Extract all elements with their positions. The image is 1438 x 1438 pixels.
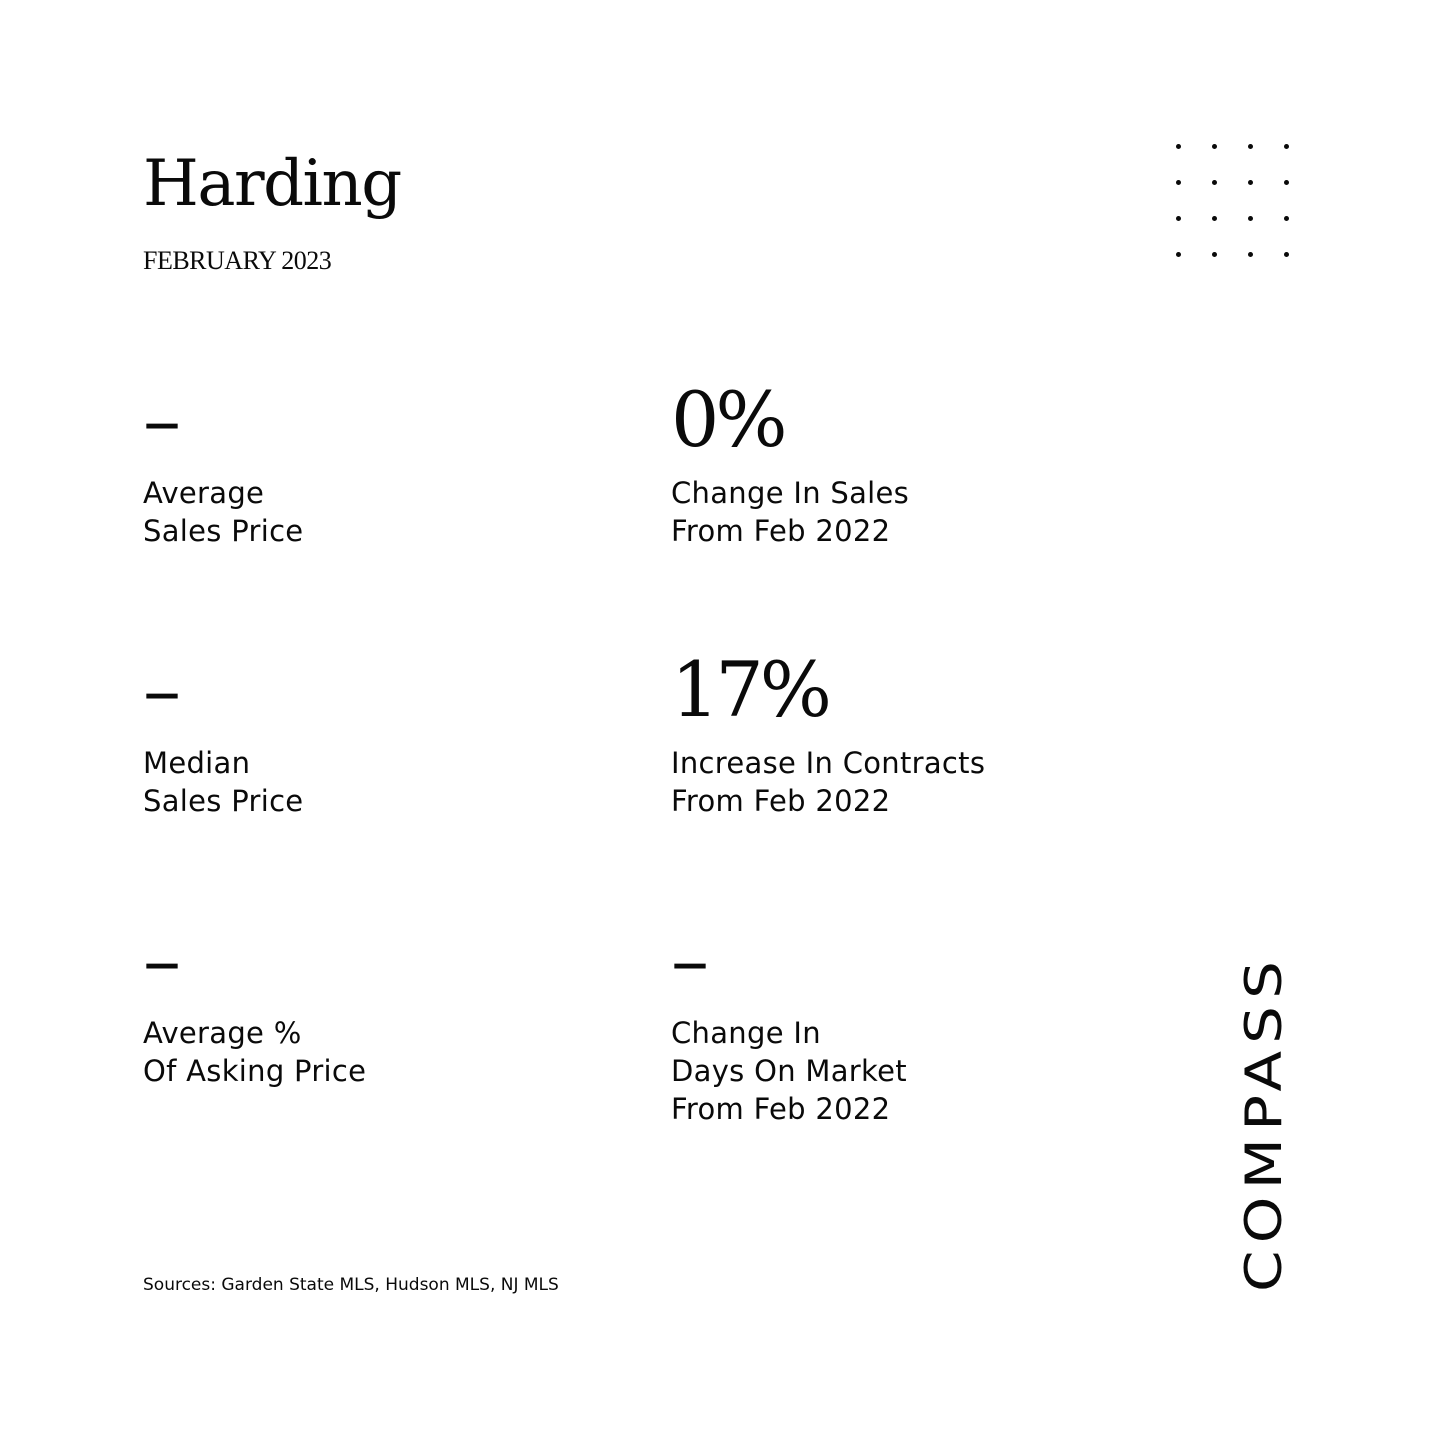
stat-value: – [143, 375, 177, 464]
dot [1248, 144, 1253, 149]
stat-value: – [143, 645, 177, 734]
dot-grid-icon [1176, 144, 1300, 268]
dot [1212, 180, 1217, 185]
stat-label: Average % Of Asking Price [143, 1016, 367, 1088]
stat-label: Increase In Contracts From Feb 2022 [671, 746, 986, 818]
stat-value: 0% [671, 375, 784, 464]
dot [1212, 252, 1217, 257]
page-title: Harding [143, 147, 401, 221]
stat-value: – [143, 915, 177, 1004]
stat-value: – [671, 915, 705, 1004]
dot [1284, 216, 1289, 221]
dot [1284, 252, 1289, 257]
dot [1248, 216, 1253, 221]
dot [1176, 180, 1181, 185]
dot [1248, 252, 1253, 257]
compass-logo [1234, 950, 1294, 1296]
dot [1176, 216, 1181, 221]
logo-text: COMPASS [1235, 1007, 1293, 1292]
dot [1176, 144, 1181, 149]
stat-value: 17% [671, 645, 828, 734]
sources-note: Sources: Garden State MLS, Hudson MLS, NJ MLS [143, 1275, 559, 1295]
stat-label: Median Sales Price [143, 746, 304, 818]
dot [1176, 252, 1181, 257]
dot [1212, 216, 1217, 221]
stat-label: Change In Days On Market From Feb 2022 [671, 1016, 907, 1126]
dot [1248, 180, 1253, 185]
dot [1284, 180, 1289, 185]
dot [1212, 144, 1217, 149]
stat-label: Average Sales Price [143, 476, 304, 548]
report-date: FEBRUARY 2023 [143, 246, 332, 275]
dot [1284, 144, 1289, 149]
stat-label: Change In Sales From Feb 2022 [671, 476, 910, 548]
